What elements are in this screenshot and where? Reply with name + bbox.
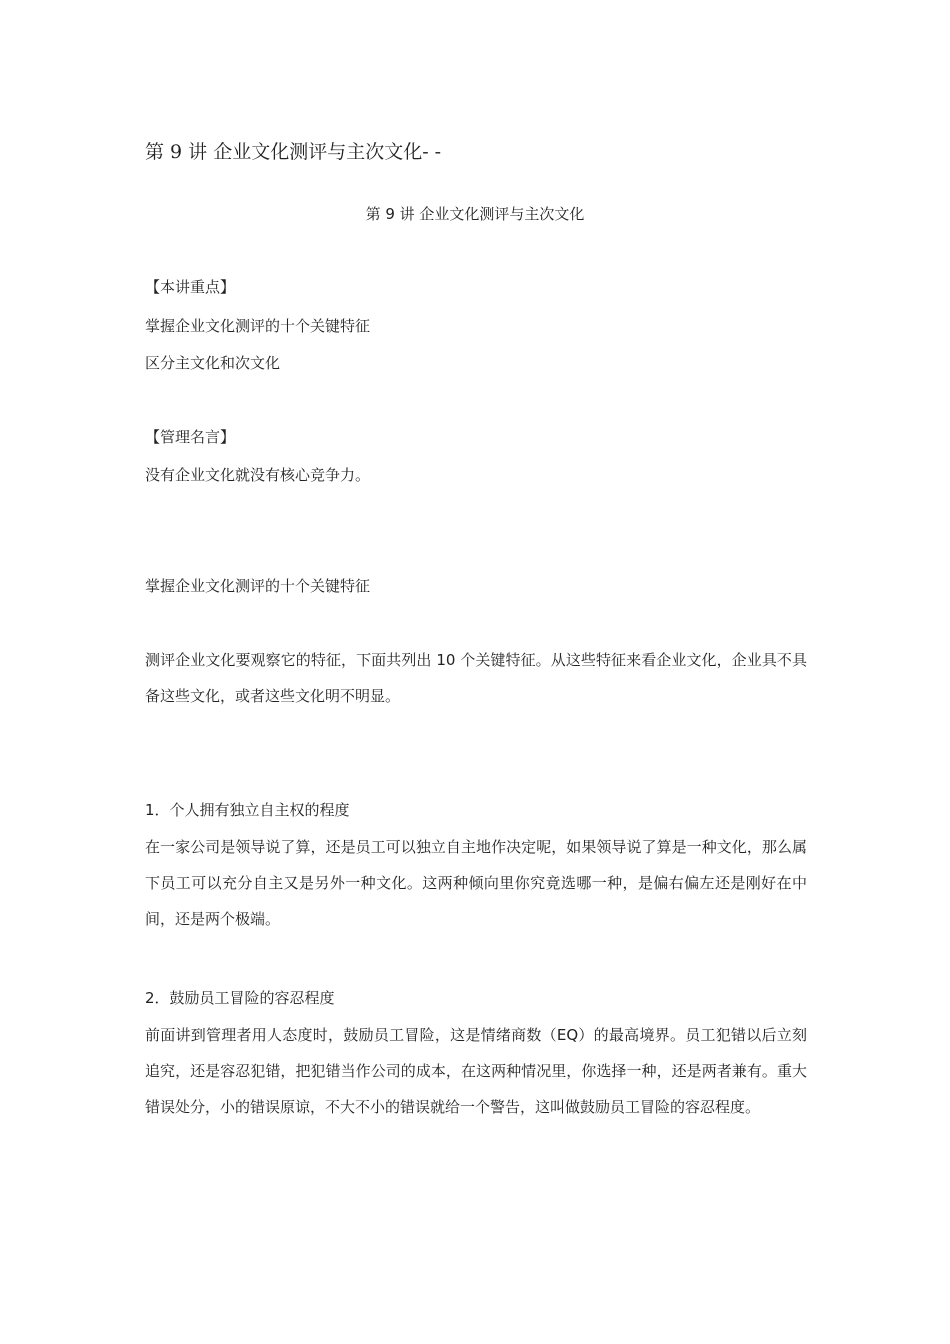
quote-heading: 【管理名言】 <box>145 428 236 446</box>
intro-paragraph: 测评企业文化要观察它的特征，下面共列出 10 个关键特征。从这些特征来看企业文化，企业具不具备这些文化，或者这些文化明不明显。 <box>145 651 807 705</box>
quote-text: 没有企业文化就没有核心竞争力。 <box>145 466 371 484</box>
item-paragraph: 前面讲到管理者用人态度时，鼓励员工冒险，这是情绪商数（EQ）的最高境界。员工犯错以后立刻追究，还是容忍犯错，把犯错当作公司的成本，在这两种情况里，你选择一种，还是两者兼有。重大错误处分，小的错误原谅，不大不小的错误就给一个警告，这叫做鼓励员工冒险的容忍程度。 <box>145 1026 807 1116</box>
lecture-subtitle: 第 9 讲 企业文化测评与主次文化 <box>365 205 585 223</box>
key-point-item: 掌握企业文化测评的十个关键特征 <box>145 317 371 335</box>
item-heading: 1．个人拥有独立自主权的程度 <box>145 801 350 819</box>
item-paragraph: 在一家公司是领导说了算，还是员工可以独立自主地作决定呢，如果领导说了算是一种文化，那么属下员工可以充分自主又是另外一种文化。这两种倾向里你究竟选哪一种，是偏右偏左还是刚好在中间，还是两个极端。 <box>145 838 807 928</box>
key-points-heading: 【本讲重点】 <box>145 278 236 296</box>
document-title: 第 9 讲 企业文化测评与主次文化- - <box>145 141 442 163</box>
item-heading: 2．鼓励员工冒险的容忍程度 <box>145 989 335 1007</box>
key-point-item: 区分主文化和次文化 <box>145 354 281 372</box>
section-heading: 掌握企业文化测评的十个关键特征 <box>145 577 371 595</box>
